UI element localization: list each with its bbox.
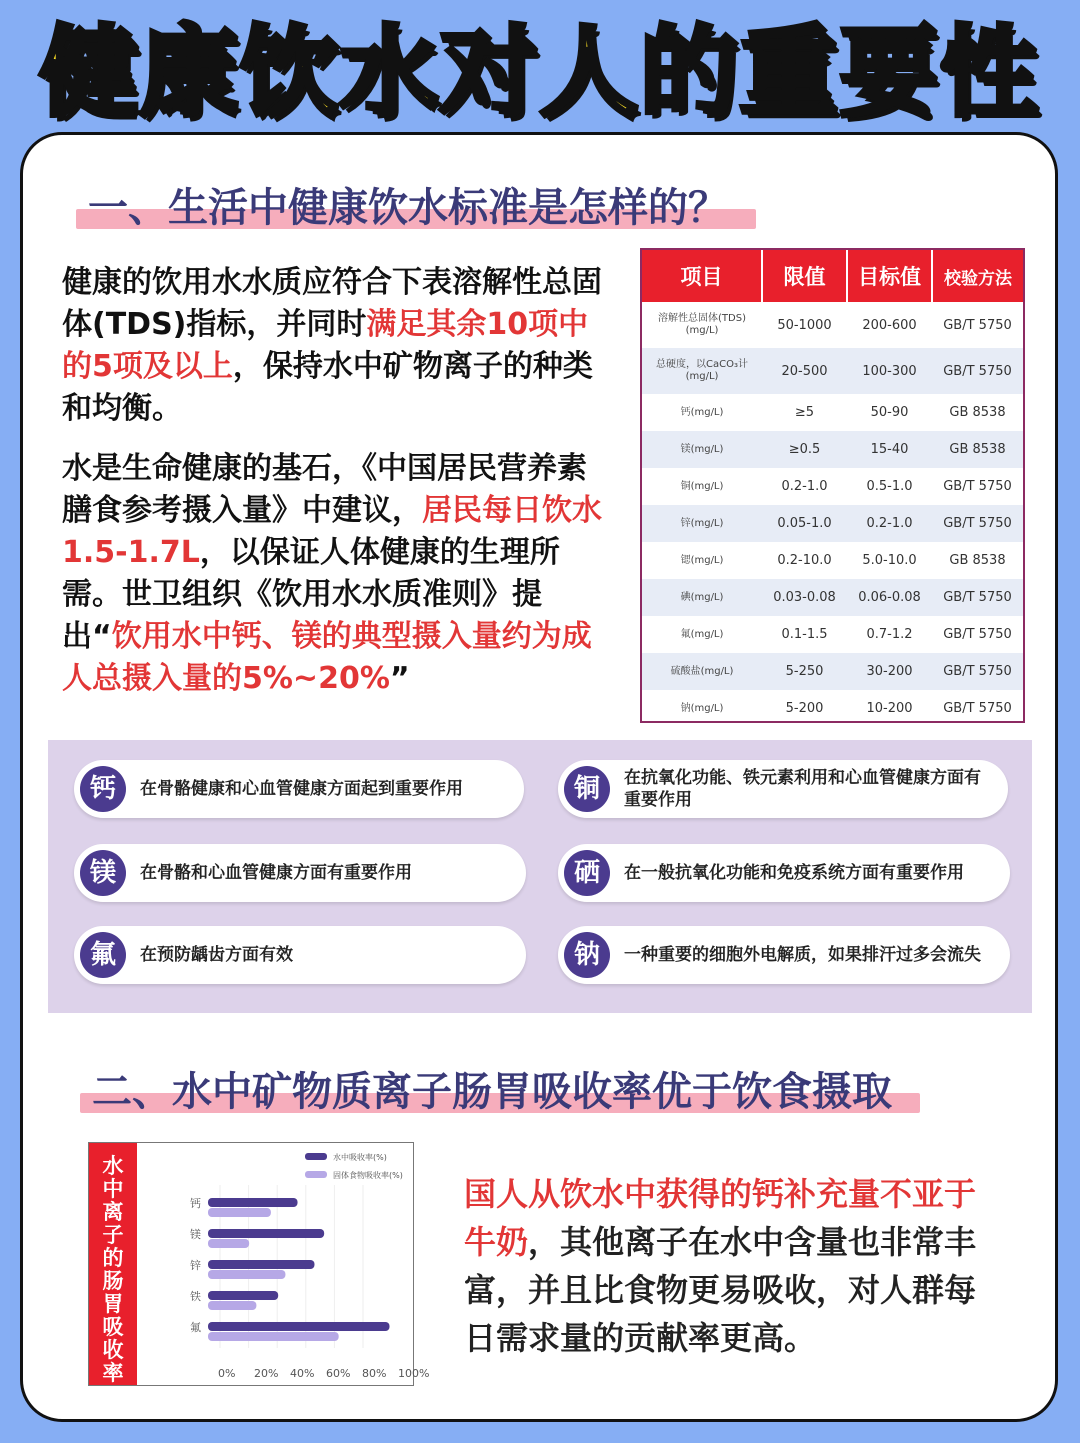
- table-cell: GB/T 5750: [932, 579, 1023, 616]
- x-tick-label: 0%: [218, 1367, 236, 1380]
- data-bar: [208, 1208, 271, 1217]
- table-cell: 0.2-10.0: [777, 553, 832, 568]
- paragraph-tds: 健康的饮用水水质应符合下表溶解性总固体(TDS)指标，并同时满足其余10项中的5项及以上，保持水中矿物离子的种类和均衡。: [62, 265, 602, 426]
- mineral-badge: 硒: [564, 850, 610, 896]
- table-cell: 钙(mg/L): [680, 406, 724, 418]
- table-cell: 15-40: [847, 431, 932, 468]
- table-cell: 锶(mg/L): [680, 554, 724, 566]
- main-title: 健康饮水对人的重要性: [39, 16, 1040, 130]
- mineral-badge: 钙: [80, 766, 126, 812]
- data-bar: [208, 1260, 314, 1269]
- table-cell: 镁(mg/L): [642, 431, 762, 468]
- mineral-badge: 镁: [80, 850, 126, 896]
- mineral-benefits-panel: [48, 740, 1032, 1013]
- category-label: 铁: [190, 1290, 201, 1303]
- table-cell: GB 8538: [949, 553, 1006, 568]
- table-cell: 20-500: [762, 348, 847, 394]
- table-row: [642, 302, 1023, 348]
- table-row: [642, 653, 1023, 690]
- table-cell: ≥0.5: [762, 431, 847, 468]
- table-cell: GB/T 5750: [932, 348, 1023, 394]
- table-cell: 溶解性总固体(TDS) (mg/L): [658, 313, 746, 336]
- mineral-badge: 钠: [564, 932, 610, 978]
- mineral-item: [74, 926, 526, 984]
- data-bar: [208, 1291, 278, 1300]
- table-cell: 5-200: [785, 701, 824, 716]
- mineral-description: 在骨骼和心血管健康方面有重要作用: [140, 863, 412, 883]
- mineral-item: [558, 926, 1010, 984]
- table-row: [642, 542, 1023, 579]
- legend-swatch: [305, 1153, 327, 1160]
- table-cell: 铜(mg/L): [680, 480, 724, 492]
- table-header: 限值: [762, 250, 847, 302]
- mineral-item: [558, 760, 1008, 818]
- category-label: 锌: [190, 1259, 201, 1272]
- table-cell: GB/T 5750: [943, 701, 1012, 716]
- category-label: 镁: [190, 1228, 201, 1241]
- table-cell: GB/T 5750: [943, 479, 1012, 494]
- mineral-description: 在抗氧化功能、铁元素利用和心血管健康方面有重要作用: [624, 768, 981, 810]
- table-header: 校验方法: [932, 250, 1023, 302]
- table-cell: 30-200: [847, 653, 932, 690]
- table-header: 项目: [642, 250, 762, 302]
- x-tick-label: 80%: [362, 1367, 387, 1380]
- section-heading-1: 一、生活中健康饮水标准是怎样的？: [88, 176, 728, 233]
- table-cell: 100-300: [847, 348, 932, 394]
- table-cell: 碘(mg/L): [642, 579, 762, 616]
- table-row: [642, 468, 1023, 505]
- table-cell: 0.2-1.0: [847, 505, 932, 542]
- mineral-item: [74, 760, 524, 818]
- table-cell: 50-90: [870, 405, 909, 420]
- table-cell: GB/T 5750: [932, 653, 1023, 690]
- table-cell: 0.06-0.08: [847, 579, 932, 616]
- table-header: 目标值: [847, 250, 932, 302]
- chart-side-label: 水 中 离 子 的 肠 胃 吸 收 率: [89, 1143, 137, 1385]
- table-cell: GB 8538: [949, 405, 1006, 420]
- table-cell: 钠(mg/L): [680, 702, 724, 714]
- table-cell: 5-250: [762, 653, 847, 690]
- mineral-description: 在骨骼健康和心血管健康方面起到重要作用: [140, 779, 463, 799]
- legend-swatch: [305, 1171, 327, 1178]
- x-tick-label: 100%: [398, 1367, 430, 1380]
- table-cell: 总硬度，以CaCO₃计 (mg/L): [642, 348, 762, 394]
- mineral-description: 在预防龋齿方面有效: [140, 945, 293, 965]
- table-cell: 0.1-1.5: [781, 627, 828, 642]
- data-bar: [208, 1198, 298, 1207]
- table-row: [642, 690, 1023, 727]
- absorption-chart: [88, 1142, 430, 1386]
- table-row: [642, 394, 1023, 431]
- table-cell: 硫酸盐(mg/L): [642, 653, 762, 690]
- water-standard-table: [640, 248, 1025, 723]
- mineral-item: [558, 844, 1010, 902]
- category-label: 氟: [190, 1321, 201, 1334]
- table-cell: 0.03-0.08: [762, 579, 847, 616]
- absorption-summary: 国人从饮水中获得的钙补充量不亚于牛奶，其他离子在水中含量也非常丰富，并且比食物更易吸收，对人群每日需求量的贡献率更高。: [464, 1175, 977, 1357]
- data-bar: [208, 1270, 285, 1279]
- data-bar: [208, 1239, 249, 1248]
- table-cell: 0.05-1.0: [762, 505, 847, 542]
- table-row: [642, 348, 1023, 394]
- section-heading-2: 二、水中矿物质离子肠胃吸收率优于饮食摄取: [92, 1060, 892, 1117]
- table-cell: 0.5-1.0: [866, 479, 913, 494]
- table-cell: 锌(mg/L): [642, 505, 762, 542]
- mineral-item: [74, 844, 526, 902]
- mineral-badge: 铜: [564, 766, 610, 812]
- table-row: [642, 579, 1023, 616]
- table-cell: 10-200: [866, 701, 913, 716]
- paragraph-daily-water: 水是生命健康的基石，《中国居民营养素膳食参考摄入量》中建议，居民每日饮水1.5-1.7L，以保证人体健康的生理所需。世卫组织《饮用水水质准则》提出“饮用水中钙、镁的典型摄入量约为成人总摄入量的5%~20%”: [62, 451, 602, 696]
- data-bar: [208, 1229, 324, 1238]
- table-cell: GB/T 5750: [943, 627, 1012, 642]
- category-label: 钙: [190, 1197, 201, 1210]
- table-cell: 200-600: [862, 317, 917, 333]
- table-row: [642, 505, 1023, 542]
- table-cell: GB 8538: [932, 431, 1023, 468]
- table-row: [642, 616, 1023, 653]
- table-cell: GB/T 5750: [943, 317, 1012, 333]
- legend-label: 水中吸收率(%): [333, 1153, 387, 1162]
- table-cell: GB/T 5750: [932, 505, 1023, 542]
- x-tick-label: 60%: [326, 1367, 351, 1380]
- intro-text: [62, 262, 607, 718]
- mineral-badge: 氟: [80, 932, 126, 978]
- x-tick-label: 20%: [254, 1367, 279, 1380]
- table-cell: 5.0-10.0: [862, 553, 917, 568]
- table-cell: 50-1000: [777, 317, 832, 333]
- chart-plot: [137, 1143, 430, 1385]
- data-bar: [208, 1332, 339, 1341]
- mineral-description: 一种重要的细胞外电解质，如果排汗过多会流失: [624, 945, 981, 965]
- mineral-description: 在一般抗氧化功能和免疫系统方面有重要作用: [624, 863, 964, 883]
- table-row: [642, 431, 1023, 468]
- data-bar: [208, 1322, 390, 1331]
- table-cell: 0.7-1.2: [866, 627, 913, 642]
- data-bar: [208, 1301, 256, 1310]
- table-cell: ≥5: [794, 405, 815, 420]
- table-cell: 0.2-1.0: [781, 479, 828, 494]
- x-tick-label: 40%: [290, 1367, 315, 1380]
- table-cell: 氟(mg/L): [680, 628, 724, 640]
- legend-label: 固体食物吸收率(%): [333, 1171, 403, 1180]
